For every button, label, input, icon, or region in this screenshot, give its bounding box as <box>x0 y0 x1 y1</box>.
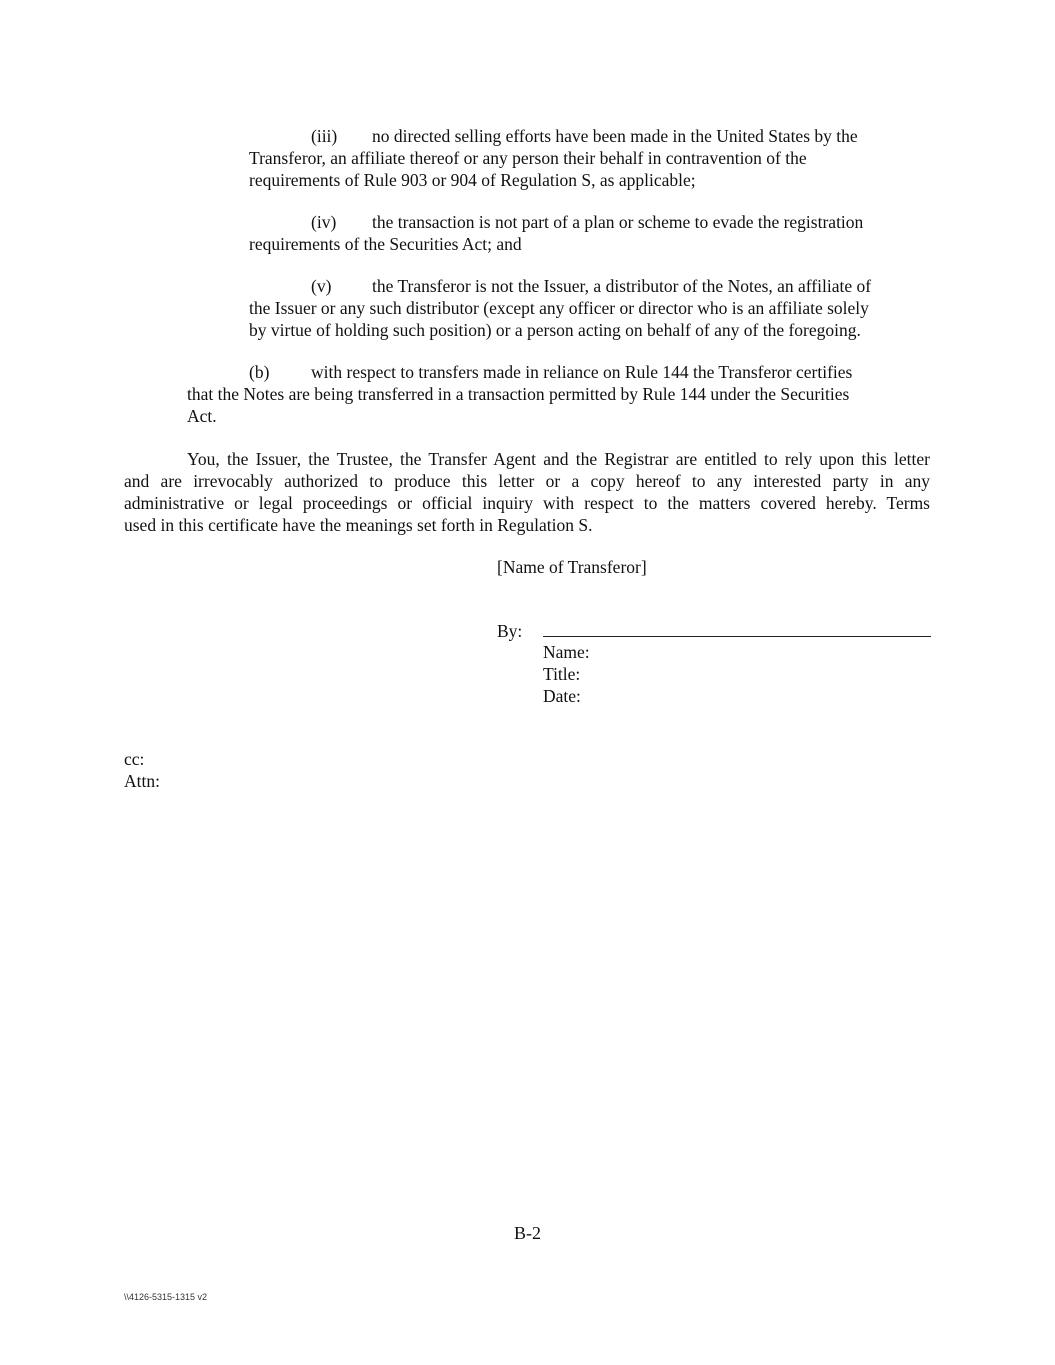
item-v-line-1: the Transferor is not the Issuer, a distributor of the Notes, an affiliate of <box>372 276 872 296</box>
item-iii-line-1: no directed selling efforts have been made in the United States by the <box>372 126 858 146</box>
item-iii-marker: (iii) <box>311 126 338 146</box>
by-label: By: <box>497 621 523 641</box>
name-label: Name: <box>543 642 590 662</box>
closing-paragraph-line-4: used in this certificate have the meanings set forth in Regulation S. <box>124 515 593 535</box>
name-of-transferor: [Name of Transferor] <box>497 557 647 577</box>
item-v-line-3: by virtue of holding such position) or a person acting on behalf of any of the foregoing. <box>249 320 861 340</box>
item-iv-marker: (iv) <box>311 212 337 232</box>
item-iv-line-2: requirements of the Securities Act; and <box>249 234 522 254</box>
page-number: B-2 <box>514 1223 541 1243</box>
item-v-marker: (v) <box>311 276 332 296</box>
item-b-line-2: that the Notes are being transferred in a transaction permitted by Rule 144 under the Securities <box>187 384 850 404</box>
footer-document-id: \\4126-5315-1315 v2 <box>124 1292 208 1302</box>
signature-line <box>543 636 931 637</box>
item-b-line-1: with respect to transfers made in reliance on Rule 144 the Transferor certifies <box>311 362 853 382</box>
item-iii-line-2: Transferor, an affiliate thereof or any person their behalf in contravention of the <box>249 148 807 168</box>
cc-label: cc: <box>124 749 145 769</box>
title-label: Title: <box>543 664 581 684</box>
date-label: Date: <box>543 686 581 706</box>
item-iv-line-1: the transaction is not part of a plan or scheme to evade the registration <box>372 212 864 232</box>
closing-paragraph-line-3: administrative or legal proceedings or official inquiry with respect to the matters covered hereby. Terms <box>124 493 930 513</box>
item-b-marker: (b) <box>249 362 270 382</box>
closing-paragraph-line-1: You, the Issuer, the Trustee, the Transfer Agent and the Registrar are entitled to rely upon this letter <box>187 449 930 469</box>
closing-paragraph-line-2: and are irrevocably authorized to produce this letter or a copy hereof to any interested party in any <box>124 471 930 491</box>
attn-label: Attn: <box>124 771 160 791</box>
item-iii-line-3: requirements of Rule 903 or 904 of Regulation S, as applicable; <box>249 170 696 190</box>
item-v-line-2: the Issuer or any such distributor (except any officer or director who is an affiliate solely <box>249 298 869 318</box>
item-b-line-3: Act. <box>187 406 217 426</box>
